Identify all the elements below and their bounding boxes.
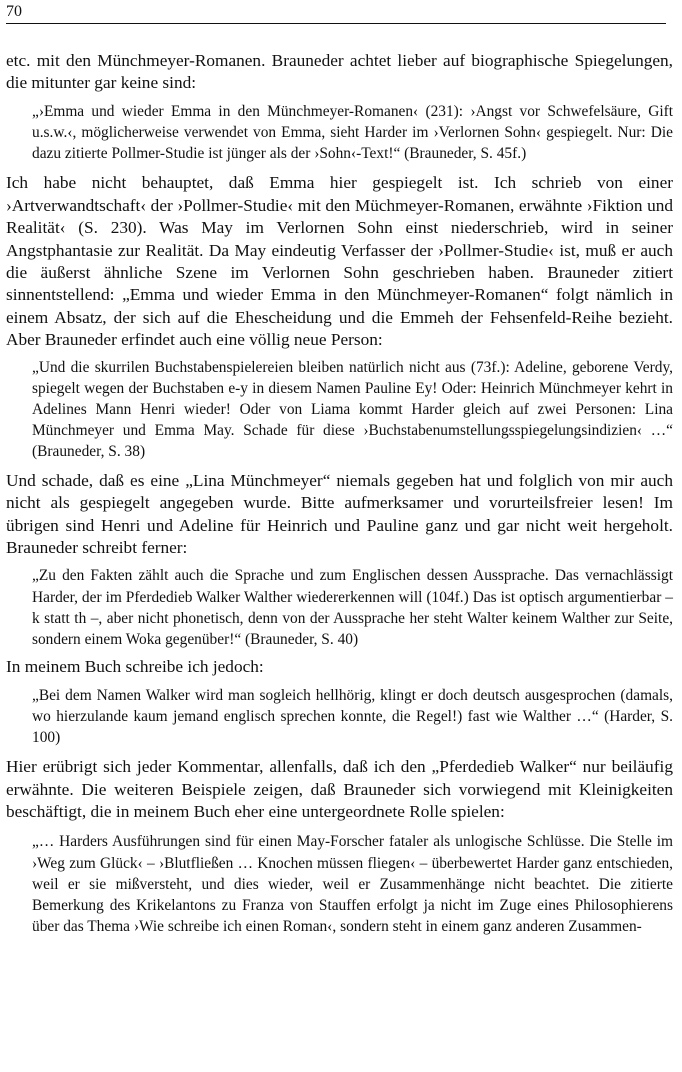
body-paragraph: etc. mit den Münchmeyer-Romanen. Brauneder achtet lieber auf biographische Spiegelungen, die mitunter gar keine sind: [6,51,673,93]
page-content [6,50,673,937]
page-number: 70 [6,3,22,20]
block-quote: „Bei dem Namen Walker wird man sogleich hellhörig, klingt er doch deutsch ausgesprochen (damals, wo hierzulande kaum jemand englisch sprechen konnte, die Regel!) fast wie Walther …“ (Harder, S. 100) [32,686,673,746]
block-quote: „Und die skurrilen Buchstabenspielereien bleiben natürlich nicht aus (73f.): Adeline, geborene Verdy, spiegelt wegen der Buchstaben e-y in diesem Namen Pauline Ey! Oder: Heinrich Münchmeyer kehrt in Adelines Mann Henri wieder! Oder von Liama kommt Harder gleich auf zwei Personen: Lina Münchmeyer und Emma May. Schade für diese ›Buchstabenumstellungsspiegelungsindizien‹ …“ (Brauneder, S. 38) [32,358,673,461]
page-header [6,1,666,24]
body-paragraph: Ich habe nicht behauptet, daß Emma hier gespiegelt ist. Ich schrieb von einer ›Artverwandtschaft‹ der ›Pollmer-Studie‹ mit den Müchmeyer-Romanen, erwähnte ›Fiktion und Realität‹ (S. 230). Was May im Verlornen Sohn einst niederschrieb, wird in seiner Angstphantasie zur Realität. Da May eindeutig Verfasser der ›Pollmer-Studie‹ ist, muß er auch die äußerst ähnliche Szene im Verlornen Sohn geschrieben haben. Brauneder zitiert sinnentstellend: „Emma und wieder Emma in den Münchmeyer-Romanen“ folgt nämlich in einem Absatz, der sich auf die Ehescheidung und die Emmeh der Fehsenfeld-Reihe bezieht. Aber Brauneder erfindet auch eine völlig neue Person: [6,173,673,350]
body-paragraph: Hier erübrigt sich jeder Kommentar, allenfalls, daß ich den „Pferdedieb Walker“ nur beiläufig erwähnte. Die weiteren Beispiele zeigen, daß Brauneder sich vorwiegend mit Kleinigkeiten beschäftigt, die in meinem Buch eher eine untergeordnete Rolle spielen: [6,757,673,821]
block-quote: „›Emma und wieder Emma in den Münchmeyer-Romanen‹ (231): ›Angst vor Schwefelsäure, Gift u.s.w.‹, möglicherweise verwendet von Emma, sieht Harder im ›Verlornen Sohn‹ gespiegelt. Nur: Die dazu zitierte Pollmer-Studie ist jünger als der ›Sohn‹-Text!“ (Brauneder, S. 45f.) [32,102,673,163]
block-quote: „Zu den Fakten zählt auch die Sprache und zum Englischen dessen Aussprache. Das vernachlässigt Harder, der im Pferdedieb Walker Walther wiedererkennen will (104f.) Das ist optisch argumentierbar – k statt th –, aber nicht phonetisch, denn von der Aussprache her steht Walter keinem Walther zur Seite, sondern einem Woka gegenüber!“ (Brauneder, S. 40) [32,567,673,648]
body-paragraph: Und schade, daß es eine „Lina Münchmeyer“ niemals gegeben hat und folglich von mir auch nicht als gespiegelt angegeben wurde. Bitte aufmerksamer und vorurteilsfreier lesen! Im übrigen sind Henri und Adeline für Heinrich und Pauline ganz und gar nicht weit hergeholt. Brauneder schreibt ferner: [6,470,673,557]
block-quote: „… Harders Ausführungen sind für einen May-Forscher fataler als unlogische Schlüsse. Die Stelle im ›Weg zum Glück‹ – ›Blutfließen … Knochen müssen fliegen‹ – überbewertet Harder ganz entschieden, weil er sie mißversteht, und dies wieder, weil er Zusammenhänge nicht beachtet. Die zitierte Bemerkung des Krikelantons zu Franza von Stauffen erfolgt ja nicht im Zuge eines Philosophierens über das Thema ›Wie schreibe ich einen Roman‹, sondern steht in einem ganz anderen Zusammen- [32,833,673,936]
body-paragraph: In meinem Buch schreibe ich jedoch: [6,657,264,677]
